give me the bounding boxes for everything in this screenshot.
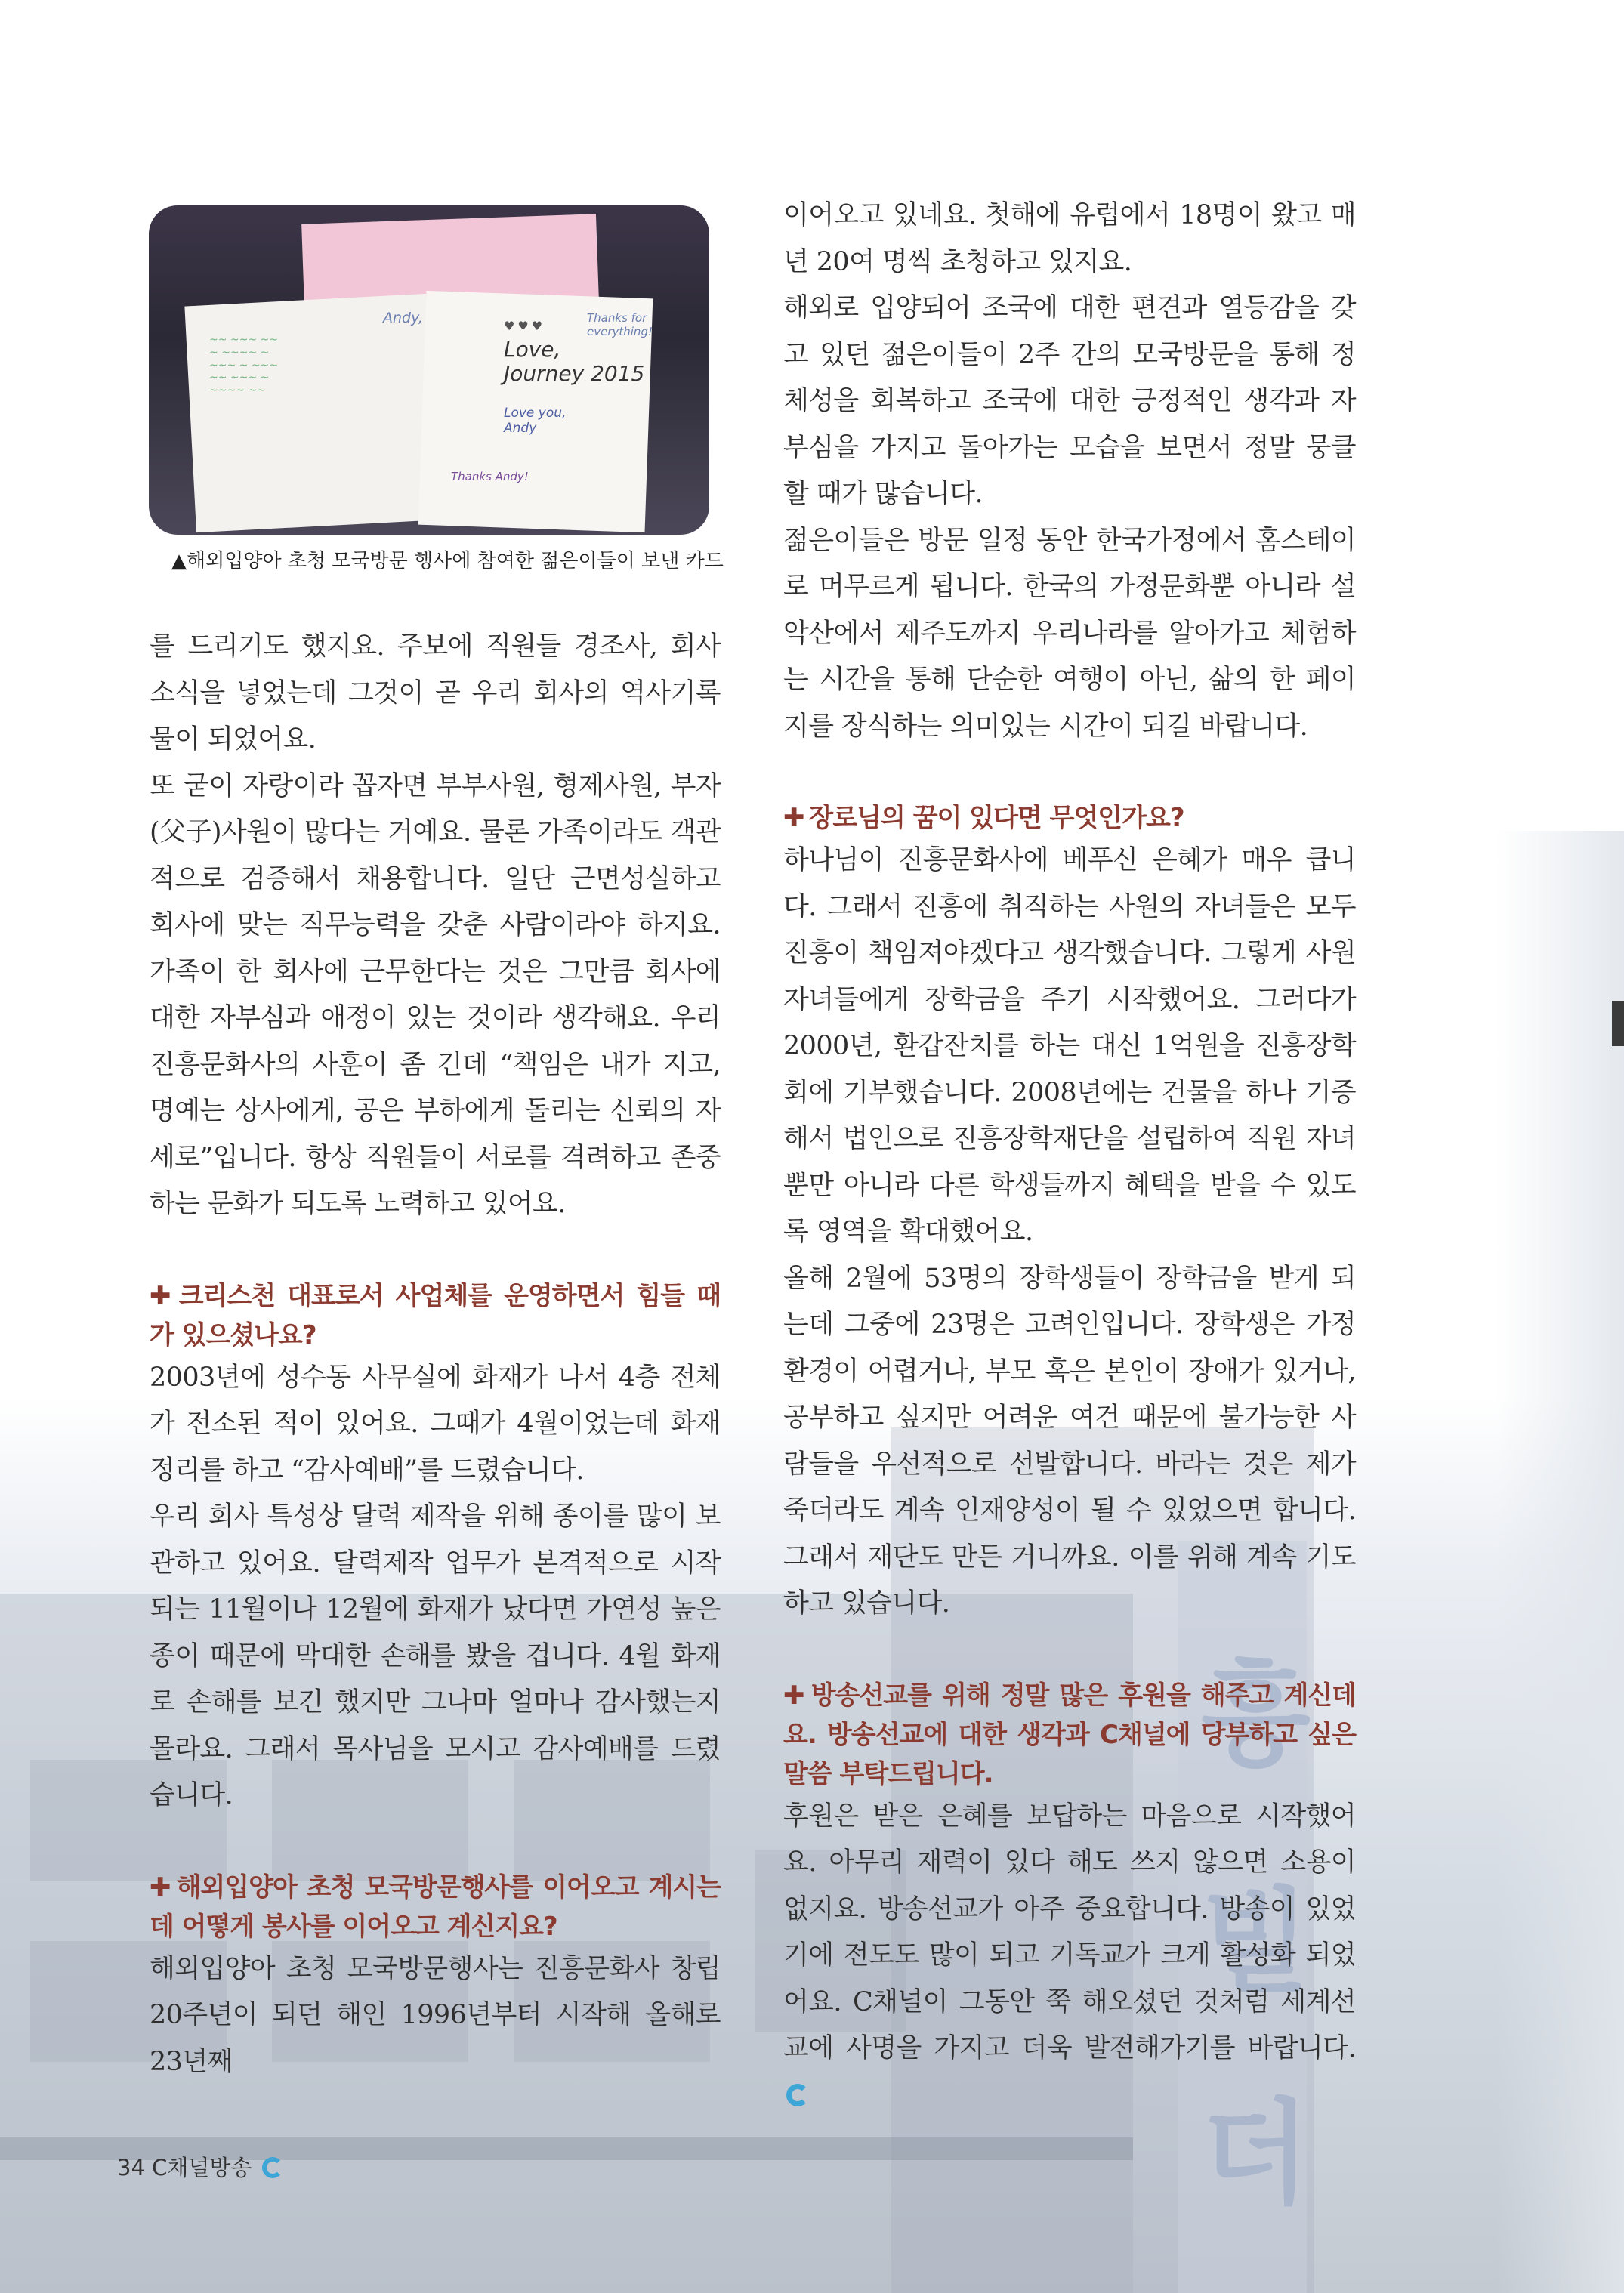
body-paragraph: 우리 회사 특성상 달력 제작을 위해 종이를 많이 보관하고 있어요. 달력제작 업무가 본격적으로 시작되는 11월이나 12월에 화재가 났다면 가연성 높은 종이 때문에 막대한 손해를 봤을 겁니다. 4월 화재로 손해를 보긴 했지만 그나마 얼마나 감사했는지 몰라요. 그래서 목사님을 모시고 감사예배를 드렸습니다.: [150, 1501, 721, 1810]
c-channel-logo-icon: [262, 2157, 283, 2178]
body-paragraph: 해외로 입양되어 조국에 대한 편견과 열등감을 갖고 있던 젊은이들이 2주 간의 모국방문을 통해 정체성을 회복하고 조국에 대한 긍정적인 생각과 자부심을 가지고 돌아가는 모습을 보면서 정말 뭉클할 때가 많습니다.: [783, 293, 1356, 509]
body-paragraph: 또 굳이 자랑이라 꼽자면 부부사원, 형제사원, 부자(父子)사원이 많다는 거예요. 물론 가족이라도 객관적으로 검증해서 채용합니다. 일단 근면성실하고 회사에 맞는 직무능력을 갖춘 사람이라야 하지요. 가족이 한 회사에 근무한다는 것은 그만큼 회사에 대한 자부심과 애정이 있는 것이라 생각해요. 우리 진흥문화사의 사훈이 좀 긴데 “책임은 내가 지고, 명예는 상사에게, 공은 부하에게 돌리는 신뢰의 자세로”입니다. 항상 직원들이 서로를 격려하고 존중하는 문화가 되도록 노력하고 있어요.: [150, 770, 721, 1219]
body-paragraph: 젊은이들은 방문 일정 동안 한국가정에서 홈스테이로 머무르게 됩니다. 한국의 가정문화뿐 아니라 설악산에서 제주도까지 우리나라를 알아가고 체험하는 시간을 통해 단순한 여행이 아닌, 삶의 한 페이지를 장식하는 의미있는 시간이 되길 바랍니다.: [783, 525, 1356, 742]
plus-icon: ✚: [783, 803, 804, 833]
right-edge-fade: [1496, 831, 1624, 2293]
cards-photo: [149, 205, 709, 535]
c-channel-logo-icon: [786, 2084, 809, 2106]
card-title: Love, Journey 2015: [504, 337, 645, 387]
body-paragraph: 2003년에 성수동 사무실에 화재가 나서 4층 전체가 전소된 적이 있어요. 그때가 4월이었는데 화재 정리를 하고 “감사예배”를 드렸습니다.: [150, 1362, 721, 1486]
card-scribble: Thanks for everything!: [587, 311, 653, 338]
card-scribble: Thanks Andy!: [451, 470, 529, 483]
sign-char: 흥: [1201, 1650, 1311, 1782]
page-footer: [117, 2151, 283, 2182]
page-edge-marker: [1612, 1001, 1624, 1046]
section-heading: ✚ 방송선교를 위해 정말 많은 후원을 해주고 계신데요. 방송선교에 대한 생각과 C채널에 당부하고 싶은 말씀 부탁드립니다.: [783, 1680, 1356, 1789]
sign-char: 더: [1201, 2088, 1311, 2220]
body-paragraph: 이어오고 있네요. 첫해에 유럽에서 18명이 왔고 매년 20여 명씩 초청하고 있지요.: [783, 200, 1356, 277]
right-column: [783, 193, 1356, 2119]
body-paragraph: 올해 2월에 53명의 장학생들이 장학금을 받게 되는데 그중에 23명은 고려인입니다. 장학생은 가정환경이 어렵거나, 부모 혹은 본인이 장애가 있거나, 공부하고 싶지만 어려운 여건 때문에 불가능한 사람들을 우선적으로 선발합니다. 바라는 것은 제가 죽더라도 계속 인재양성이 될 수 있었으면 합니다. 그래서 재단도 만든 거니까요. 이를 위해 계속 기도하고 있습니다.: [783, 1263, 1356, 1619]
body-paragraph: 해외입양아 초청 모국방문행사는 진흥문화사 창립 20주년이 되던 해인 1996년부터 시작해 올해로 23년째: [150, 1953, 721, 2077]
plus-icon: ✚: [783, 1680, 807, 1711]
body-paragraph: 후원은 받은 은혜를 보답하는 마음으로 시작했어요. 아무리 재력이 있다 해도 쓰지 않으면 소용이 없지요. 방송선교가 아주 중요합니다. 방송이 있었기에 전도도 많이 되고 기독교가 크게 활성화 되었어요. C채널이 그동안 쭉 해오셨던 것처럼 세계선교에 사명을 가지고 더욱 발전해가기를 바랍니다.: [783, 1794, 1356, 2119]
body-paragraph: 를 드리기도 했지요. 주보에 직원들 경조사, 회사 소식을 넣었는데 그것이 곧 우리 회사의 역사기록물이 되었어요.: [150, 631, 721, 755]
plus-icon: ✚: [150, 1280, 174, 1311]
plus-icon: ✚: [150, 1872, 172, 1903]
sign-char: 빌: [1201, 1877, 1311, 2008]
section-heading: ✚ 해외입양아 초청 모국방문행사를 이어오고 계시는데 어떻게 봉사를 이어오고 계신지요?: [150, 1872, 721, 1942]
body-paragraph: 하나님이 진흥문화사에 베푸신 은혜가 매우 큽니다. 그래서 진흥에 취직하는 사원의 자녀들은 모두 진흥이 책임져야겠다고 생각했습니다. 그렇게 사원 자녀들에게 장학금을 주기 시작했어요. 그러다가 2000년, 환갑잔치를 하는 대신 1억원을 진흥장학회에 기부했습니다. 2008년에는 건물을 하나 기증해서 법인으로 진흥장학재단을 설립하여 직원 자녀뿐만 아니라 다른 학생들까지 혜택을 받을 수 있도록 영역을 확대했어요.: [783, 845, 1356, 1247]
photo-caption: ▲해외입양아 초청 모국방문 행사에 참여한 젊은이들이 보낸 카드: [171, 550, 724, 572]
page-number: 34: [117, 2155, 145, 2180]
left-column: [150, 624, 721, 2085]
card-scribble: Love you, Andy: [504, 406, 567, 437]
section-heading: ✚ 장로님의 꿈이 있다면 무엇인가요?: [783, 803, 1184, 833]
card-scribble-area: ~~ ~~~ ~~ ~ ~~~~ ~ ~~~ ~ ~~~ ~~ ~~~ ~ ~~~~ ~~: [209, 334, 279, 397]
section-heading: ✚ 크리스천 대표로서 사업체를 운영하면서 힘들 때가 있으셨나요?: [150, 1280, 721, 1350]
card-hearts: ♥♥♥: [504, 319, 546, 333]
publication-name: C채널방송: [152, 2155, 252, 2180]
card-scribble: Andy,: [383, 310, 423, 326]
